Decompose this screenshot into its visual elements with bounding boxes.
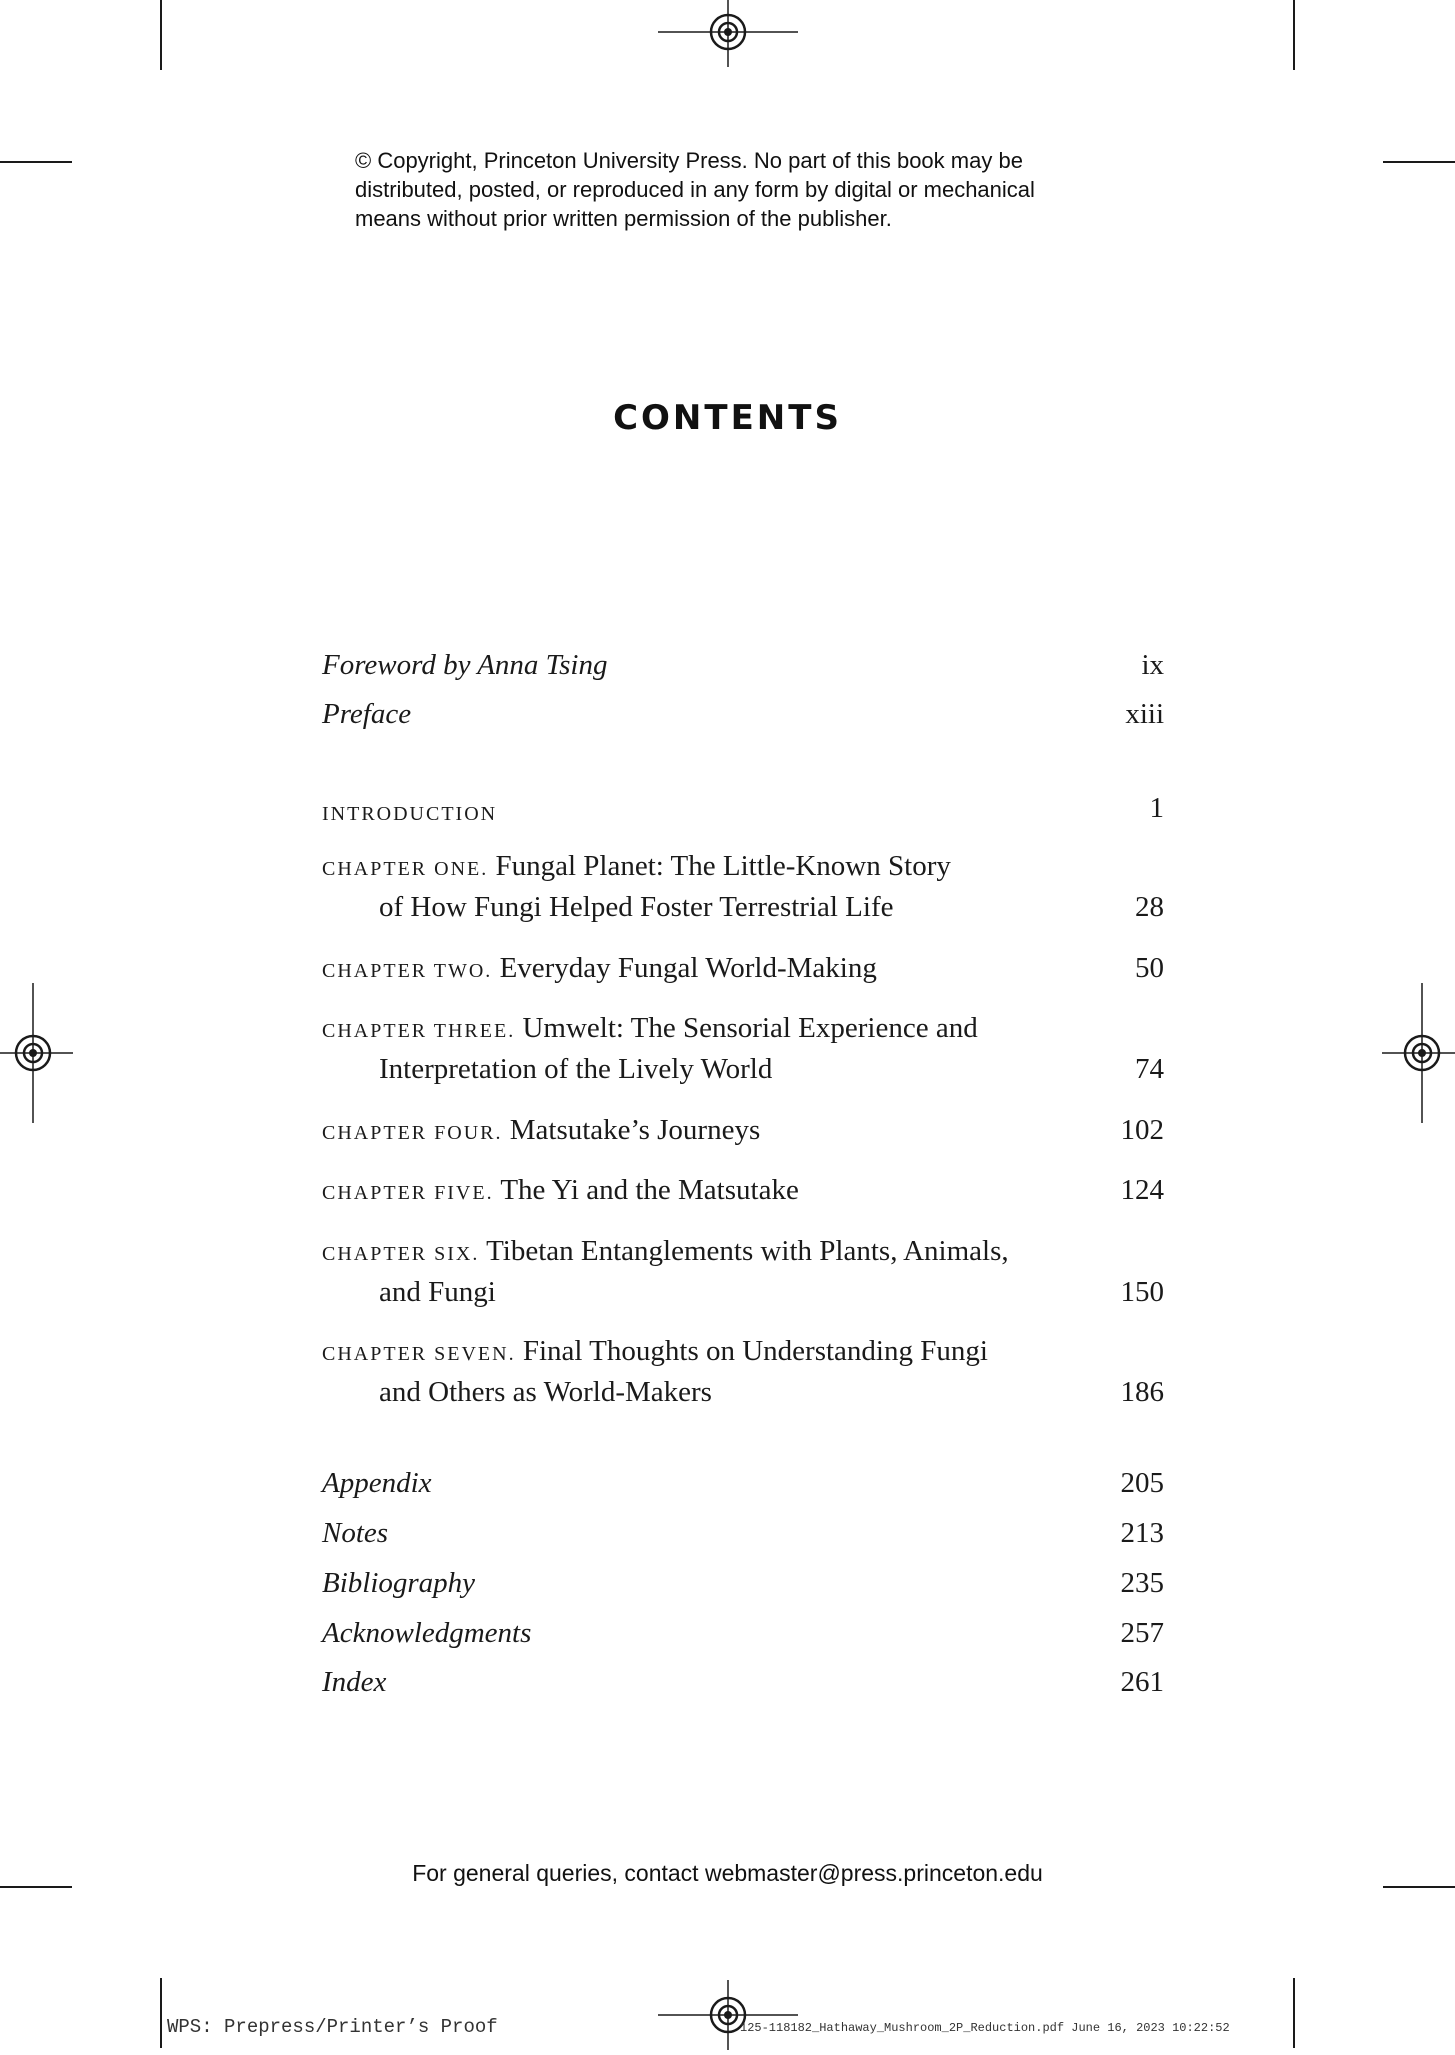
toc-entry-label: INTRODUCTION xyxy=(322,803,498,825)
toc-entry-label: Bibliography xyxy=(322,1567,476,1599)
chapter-prefix: CHAPTER SIX. xyxy=(322,1243,480,1265)
toc-page-number: xiii xyxy=(1125,698,1164,730)
crop-mark xyxy=(1293,0,1295,70)
toc-entry-label: Index xyxy=(322,1666,387,1698)
toc-entry-label xyxy=(322,948,877,991)
toc-page-number: ix xyxy=(1141,649,1164,681)
crop-mark xyxy=(0,161,72,163)
chapter-prefix: CHAPTER SEVEN. xyxy=(322,1343,516,1365)
toc-page-number: 50 xyxy=(1135,952,1164,984)
proof-label: WPS: Prepress/Printer’s Proof xyxy=(167,2016,498,2038)
copyright-line: © Copyright, Princeton University Press. No part of this book may be xyxy=(355,148,1023,173)
crop-mark xyxy=(160,1978,162,2048)
toc-entry-label xyxy=(322,846,951,889)
toc-page-number: 102 xyxy=(1120,1114,1164,1146)
chapter-title: Tibetan Entanglements with Plants, Animals, xyxy=(486,1235,1009,1267)
chapter-title: The Yi and the Matsutake xyxy=(500,1174,799,1206)
toc-page-number: 124 xyxy=(1120,1174,1164,1206)
chapter-title: Fungal Planet: The Little-Known Story xyxy=(495,850,951,882)
copyright-line: means without prior written permission of the publisher. xyxy=(355,206,892,231)
toc-entry-label: Foreword by Anna Tsing xyxy=(322,649,608,681)
toc-page-number: 186 xyxy=(1120,1376,1164,1408)
toc-page-number: 150 xyxy=(1120,1276,1164,1308)
crop-mark xyxy=(1383,161,1455,163)
toc-page-number: 235 xyxy=(1120,1567,1164,1599)
chapter-title-cont: and Fungi xyxy=(379,1276,496,1308)
registration-mark-icon xyxy=(0,983,103,1123)
toc-entry-label: Appendix xyxy=(322,1467,432,1499)
file-info: 125-118182_Hathaway_Mushroom_2P_Reduction.pdf June 16, 2023 10:22:52 xyxy=(740,2021,1230,2035)
chapter-title-cont: and Others as World-Makers xyxy=(379,1376,712,1408)
chapter-title: Matsutake’s Journeys xyxy=(509,1114,761,1146)
toc-entry-label xyxy=(322,1008,978,1051)
chapter-title-cont: Interpretation of the Lively World xyxy=(379,1053,773,1085)
chapter-title: Umwelt: The Sensorial Experience and xyxy=(522,1012,978,1044)
chapter-prefix: CHAPTER ONE. xyxy=(322,858,489,880)
registration-mark-icon xyxy=(1352,983,1455,1123)
toc-entry-label: Preface xyxy=(322,698,412,730)
toc-page-number: 257 xyxy=(1120,1617,1164,1649)
registration-mark-icon xyxy=(658,1975,798,2055)
toc-page-number: 213 xyxy=(1120,1517,1164,1549)
chapter-title-cont: of How Fungi Helped Foster Terrestrial Life xyxy=(379,891,894,923)
copyright-line: distributed, posted, or reproduced in any form by digital or mechanical xyxy=(355,177,1035,202)
chapter-title: Final Thoughts on Understanding Fungi xyxy=(522,1335,988,1367)
toc-page-number: 261 xyxy=(1120,1666,1164,1698)
toc-entry-label xyxy=(322,1331,988,1374)
toc-entry-label: Acknowledgments xyxy=(322,1617,532,1649)
page-title: CONTENTS xyxy=(613,398,842,438)
chapter-prefix: CHAPTER TWO. xyxy=(322,960,493,982)
general-queries-notice: For general queries, contact webmaster@press.princeton.edu xyxy=(412,1860,1043,1886)
toc-entry-label: Notes xyxy=(322,1517,389,1549)
chapter-title: Everyday Fungal World-Making xyxy=(499,952,877,984)
toc-entry-label xyxy=(322,1170,799,1213)
toc-page-number: 28 xyxy=(1135,891,1164,923)
chapter-prefix: CHAPTER FIVE. xyxy=(322,1182,494,1204)
toc-entry-label xyxy=(322,1110,760,1153)
copyright-notice xyxy=(355,146,1155,233)
chapter-prefix: CHAPTER FOUR. xyxy=(322,1122,503,1144)
toc-page-number: 74 xyxy=(1135,1053,1164,1085)
toc-entry-label xyxy=(322,1231,1009,1274)
chapter-prefix: CHAPTER THREE. xyxy=(322,1020,516,1042)
toc-page-number: 1 xyxy=(1149,792,1164,824)
crop-mark xyxy=(1293,1978,1295,2048)
toc-page-number: 205 xyxy=(1120,1467,1164,1499)
crop-mark xyxy=(160,0,162,70)
registration-mark-icon xyxy=(658,0,798,72)
